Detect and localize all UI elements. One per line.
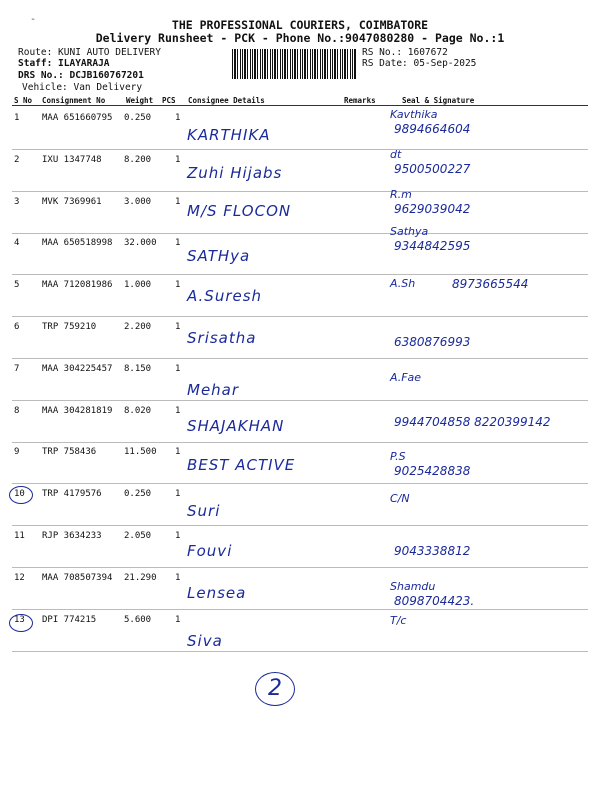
row-weight: 0.250 [124, 113, 152, 123]
phone-number: 9894664604 [394, 122, 471, 136]
row-pcs: 1 [175, 572, 181, 583]
row-weight: 1.000 [124, 280, 152, 291]
row-weight: 5.600 [124, 614, 152, 625]
col-sno: S No [14, 96, 33, 105]
signature: P.S [390, 450, 406, 464]
table-row [12, 317, 588, 359]
row-sno: 9 [14, 447, 20, 458]
row-consignment: MAA 708507394 [42, 572, 113, 583]
signature: Shamdu [390, 579, 436, 593]
signature: A.Sh [390, 277, 416, 291]
row-pcs: 1 [175, 196, 181, 207]
phone-number: 8973665544 [452, 277, 529, 292]
row-consignment: MVK 7369961 [42, 196, 102, 207]
row-weight: 8.020 [124, 405, 152, 416]
row-consignment: TRP 4179576 [42, 489, 102, 500]
col-consignee: Consignee Details [188, 96, 265, 105]
consignee-name: Suri [187, 502, 221, 521]
table-row [12, 610, 588, 652]
row-consignment: TRP 759210 [42, 322, 97, 332]
rs-date: RS Date: 05-Sep-2025 [362, 58, 477, 69]
row-pcs: 1 [175, 238, 181, 249]
vehicle-label: Vehicle: Van Delivery [22, 82, 143, 93]
row-pcs: 1 [175, 363, 181, 374]
row-pcs: 1 [175, 489, 181, 500]
row-sno: 4 [14, 238, 20, 249]
row-weight: 11.500 [124, 447, 157, 458]
col-consignment: Consignment No [42, 96, 106, 105]
signature: R.m [390, 187, 412, 201]
row-sno: 5 [14, 280, 20, 291]
runsheet-subtitle: Delivery Runsheet - PCK - Phone No.:9047080280 - Page No.:1 [95, 31, 505, 45]
table-row [12, 484, 588, 526]
col-remarks: Remarks [344, 96, 376, 105]
table-row [12, 187, 588, 234]
consignee-name: M/S FLOCON [187, 201, 292, 220]
table-row [12, 108, 588, 150]
phone-number: 9629039042 [394, 201, 471, 216]
consignee-name: Zuhi Hijabs [187, 163, 283, 182]
phone-number: 9944704858 8220399142 [394, 414, 551, 429]
phone-number: 9344842595 [394, 239, 471, 254]
circle-mark-13 [9, 614, 33, 632]
table-row [12, 147, 588, 192]
row-consignment: MAA 712081986 [42, 280, 113, 291]
circle-mark-10 [9, 486, 33, 504]
consignee-name: Lensea [187, 583, 247, 602]
row-sno: 11 [14, 531, 25, 541]
row-pcs: 1 [175, 405, 181, 416]
row-sno: 10 [14, 489, 25, 500]
row-consignment: MAA 651660795 [42, 113, 113, 123]
row-sno: 7 [14, 363, 20, 374]
row-weight: 0.250 [124, 489, 152, 500]
signature: Sathya [390, 225, 429, 239]
rs-number: RS No.: 1607672 [362, 47, 448, 58]
row-weight: 32.000 [124, 238, 157, 249]
row-weight: 21.290 [124, 572, 157, 583]
phone-number: 9500500227 [394, 161, 471, 176]
page-number-mark: 2 [255, 672, 295, 706]
row-consignment: MAA 650518998 [42, 238, 113, 249]
col-seal: Seal & Signature [402, 96, 475, 105]
signature: T/c [390, 613, 407, 627]
row-sno: 2 [14, 154, 20, 165]
row-weight: 3.000 [124, 196, 152, 207]
consignee-name: BEST ACTIVE [187, 456, 296, 475]
company-title: THE PROFESSIONAL COURIERS, COIMBATORE [171, 18, 429, 32]
consignee-name: Siva [187, 631, 223, 650]
signature: A.Fae [390, 370, 422, 384]
signature: C/N [390, 492, 410, 506]
row-weight: 8.150 [124, 363, 152, 374]
row-consignment: DPI 774215 [42, 614, 97, 625]
row-pcs: 1 [175, 154, 181, 165]
consignee-name: Srisatha [187, 329, 257, 347]
row-consignment: IXU 1347748 [42, 154, 102, 165]
header-divider [12, 105, 588, 106]
consignee-name: Mehar [187, 380, 240, 399]
row-pcs: 1 [175, 531, 181, 541]
table-row [12, 359, 588, 401]
table-row [12, 401, 588, 443]
row-consignment: MAA 304281819 [42, 405, 113, 416]
consignee-name: A.Suresh [187, 287, 263, 306]
row-weight: 8.200 [124, 154, 152, 165]
row-pcs: 1 [175, 614, 181, 625]
phone-number: 9043338812 [394, 544, 471, 558]
table-row [12, 275, 588, 317]
phone-number: 6380876993 [394, 335, 471, 349]
row-sno: 3 [14, 196, 20, 207]
table-row [12, 225, 588, 275]
row-sno: 6 [14, 322, 20, 332]
table-row [12, 526, 588, 568]
row-consignment: TRP 758436 [42, 447, 97, 458]
row-pcs: 1 [175, 113, 181, 123]
phone-number: 9025428838 [394, 464, 471, 479]
barcode [232, 49, 357, 79]
row-weight: 2.200 [124, 322, 152, 332]
signature: Kavthika [390, 108, 438, 121]
route-label: Route: KUNI AUTO DELIVERY [18, 47, 161, 58]
signature: dt [390, 147, 402, 161]
row-sno: 1 [14, 113, 20, 123]
table-row [12, 568, 588, 610]
row-pcs: 1 [175, 322, 181, 332]
row-consignment: RJP 3634233 [42, 531, 102, 541]
row-sno: 13 [14, 614, 25, 625]
row-pcs: 1 [175, 447, 181, 458]
consignee-name: KARTHIKA [187, 126, 271, 144]
consignee-name: Fouvi [187, 542, 233, 560]
row-sno: 12 [14, 572, 25, 583]
corner-mark: - [30, 14, 37, 25]
consignee-name: SHAJAKHAN [187, 416, 285, 435]
consignee-name: SATHya [187, 247, 251, 266]
staff-label: Staff: ILAYARAJA [18, 58, 110, 69]
row-weight: 2.050 [124, 531, 152, 541]
row-consignment: MAA 304225457 [42, 363, 113, 374]
phone-number: 8098704423. [394, 593, 475, 608]
drs-label: DRS No.: DCJB160767201 [18, 70, 144, 81]
col-pcs: PCS [162, 96, 176, 105]
row-pcs: 1 [175, 280, 181, 291]
row-sno: 8 [14, 405, 20, 416]
col-weight: Weight [126, 96, 154, 105]
table-row [12, 442, 588, 484]
